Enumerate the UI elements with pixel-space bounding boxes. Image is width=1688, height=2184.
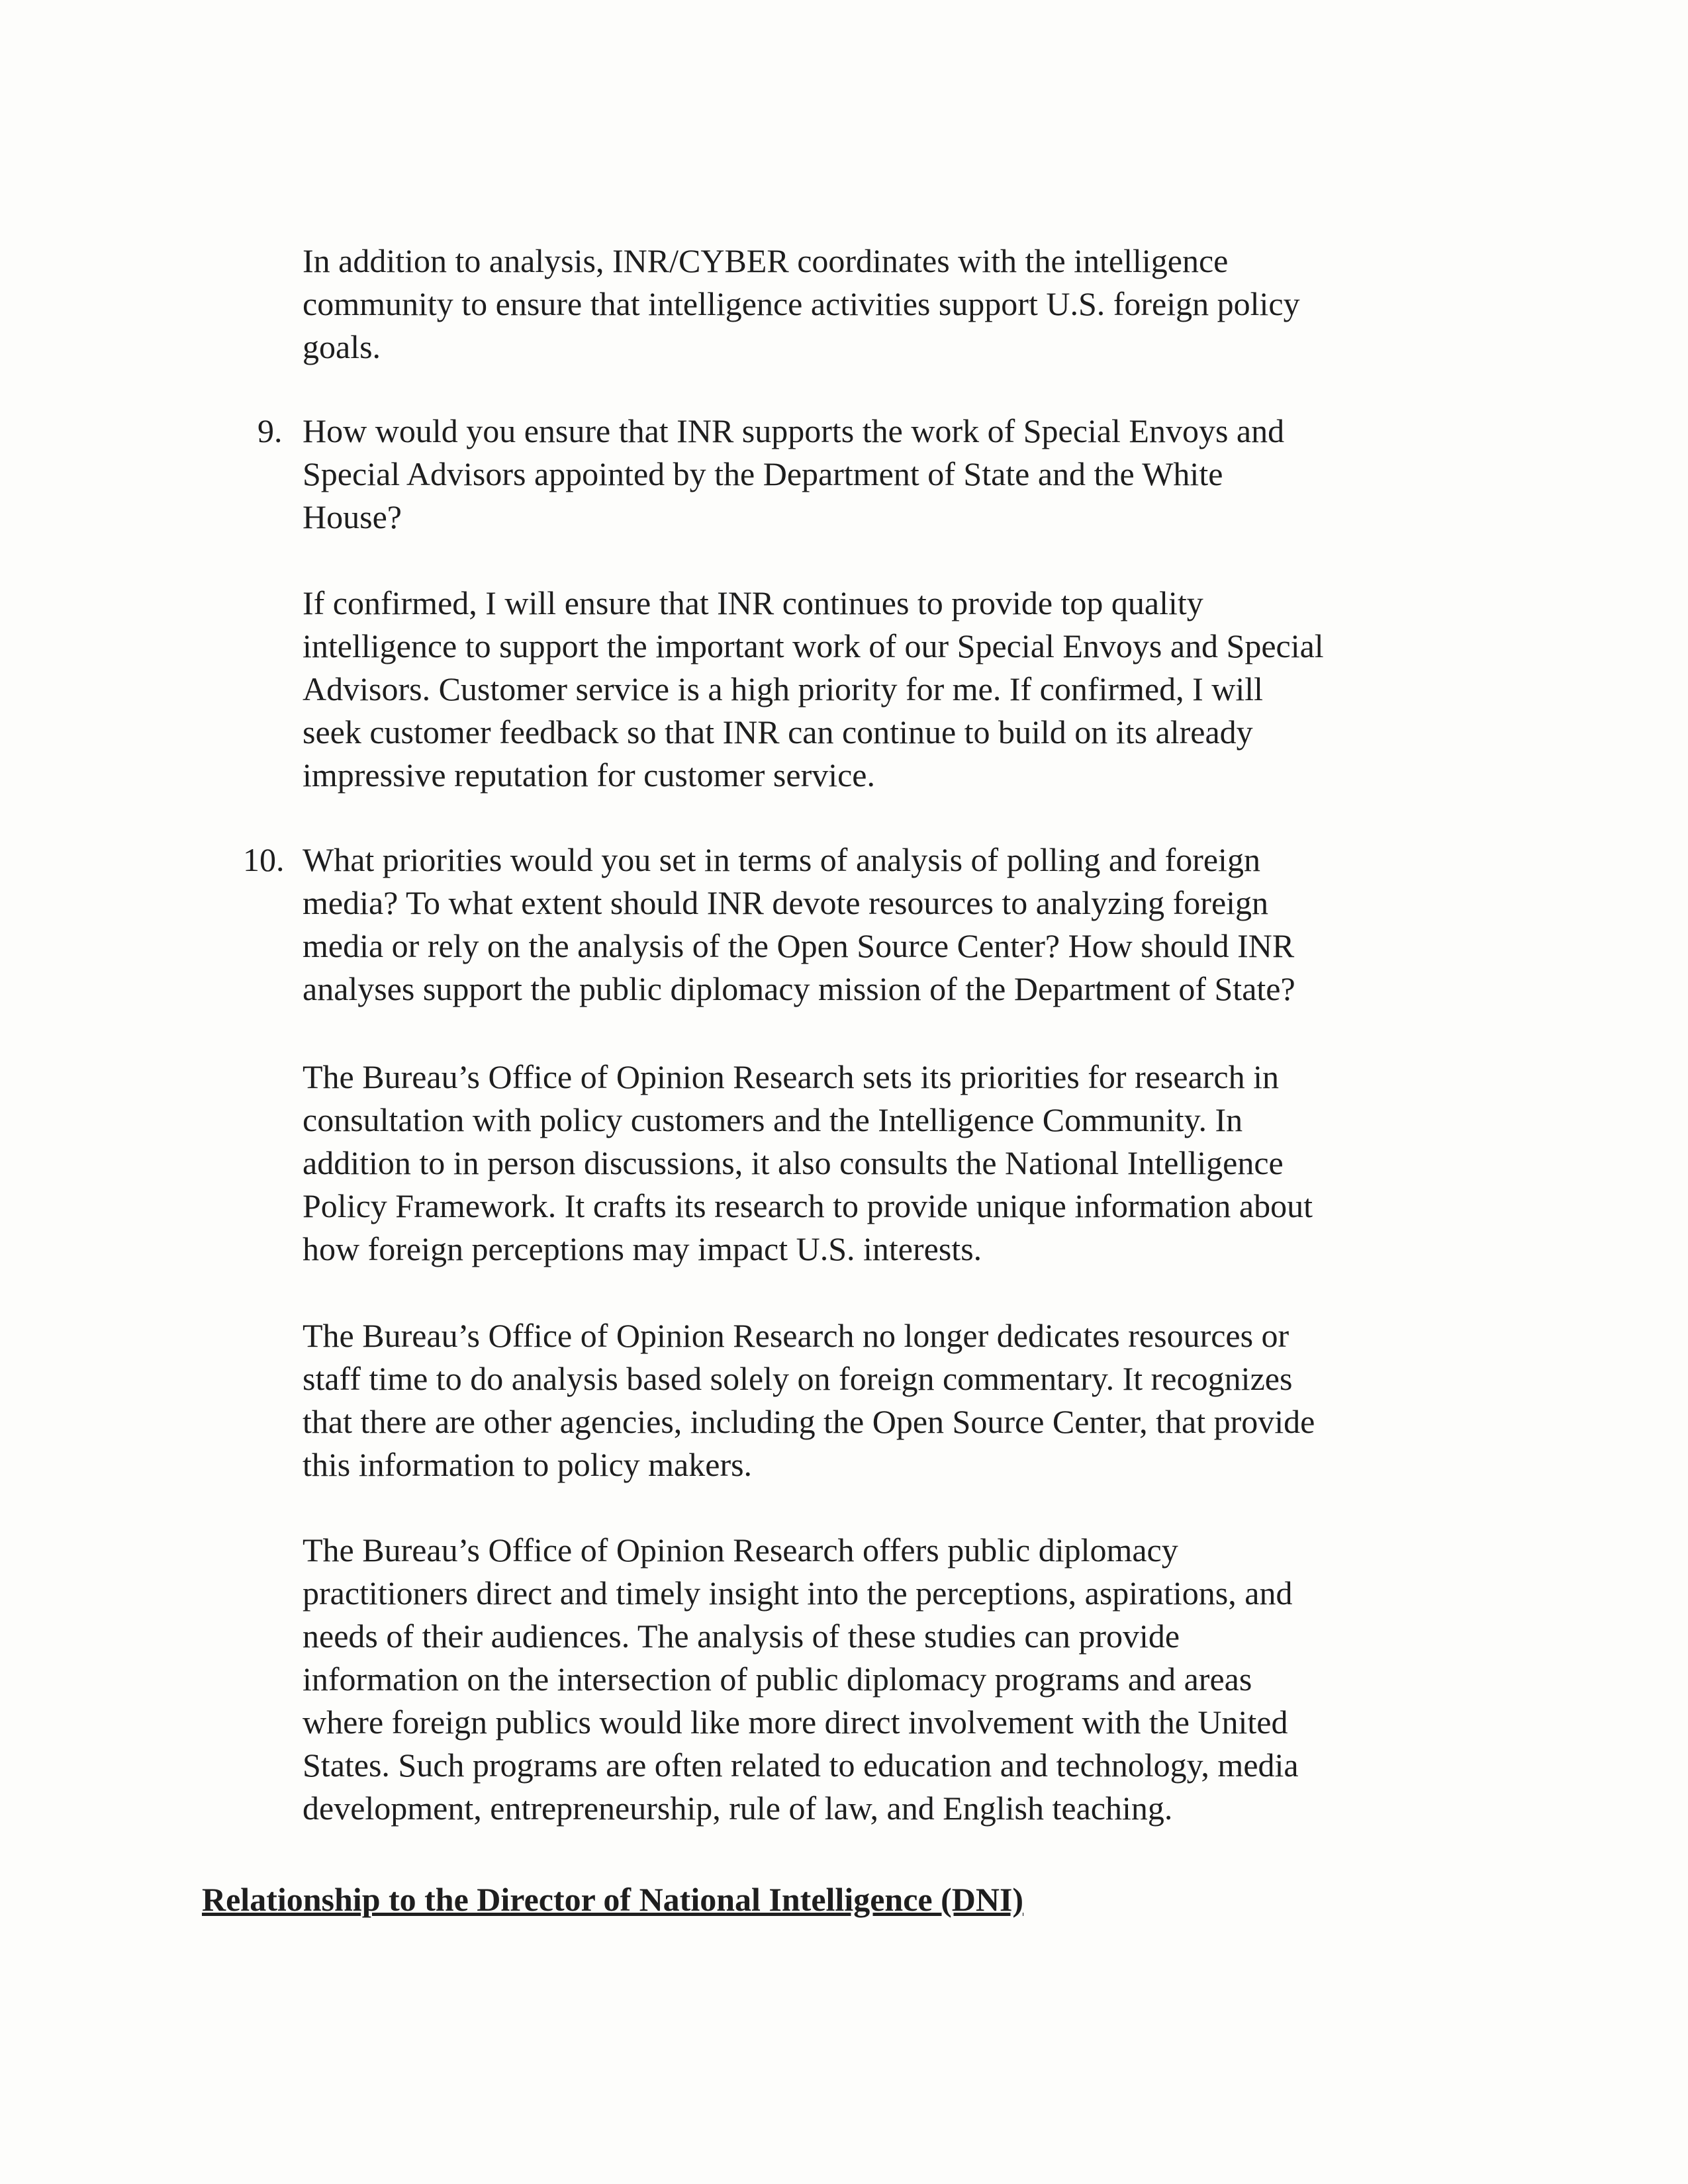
text-line: The Bureau’s Office of Opinion Research offers public diplomacy — [303, 1531, 1178, 1569]
text-line: how foreign perceptions may impact U.S. interests. — [303, 1230, 982, 1267]
section-heading: Relationship to the Director of National Intelligence (DNI) — [202, 1881, 1024, 1918]
text-line: Special Advisors appointed by the Department of State and the White — [303, 455, 1223, 492]
text-line: this information to policy makers. — [303, 1446, 753, 1483]
text-line: In addition to analysis, INR/CYBER coordinates with the intelligence — [303, 242, 1229, 279]
text-line: information on the intersection of public diplomacy programs and areas — [303, 1661, 1252, 1698]
text-line: How would you ensure that INR supports the work of Special Envoys and — [303, 412, 1285, 449]
text-line: staff time to do analysis based solely on foreign commentary. It recognizes — [303, 1360, 1293, 1397]
text-line: Advisors. Customer service is a high priority for me. If confirmed, I will — [303, 670, 1264, 707]
intro-paragraph — [303, 240, 1300, 369]
answer-10-paragraph-1 — [303, 1056, 1313, 1271]
answer-10-paragraph-3 — [303, 1529, 1299, 1830]
text-line: The Bureau’s Office of Opinion Research no longer dedicates resources or — [303, 1317, 1289, 1354]
text-line: consultation with policy customers and the Intelligence Community. In — [303, 1101, 1243, 1138]
answer-10-paragraph-2 — [303, 1314, 1315, 1486]
text-line: House? — [303, 498, 402, 535]
text-line: Policy Framework. It crafts its research to provide unique information about — [303, 1187, 1313, 1224]
question-number: 10. — [243, 841, 285, 878]
text-line: addition to in person discussions, it also consults the National Intelligence — [303, 1144, 1284, 1181]
text-line: development, entrepreneurship, rule of law, and English teaching. — [303, 1790, 1173, 1827]
text-line: If confirmed, I will ensure that INR continues to provide top quality — [303, 584, 1203, 621]
text-line: community to ensure that intelligence activities support U.S. foreign policy — [303, 285, 1300, 322]
question-10 — [303, 839, 1295, 1011]
question-9 — [303, 410, 1284, 539]
text-line: seek customer feedback so that INR can continue to build on its already — [303, 713, 1253, 751]
text-line: where foreign publics would like more direct involvement with the United — [303, 1704, 1288, 1741]
question-number: 9. — [258, 412, 283, 449]
text-line: analyses support the public diplomacy mission of the Department of State? — [303, 970, 1295, 1007]
text-line: States. Such programs are often related to education and technology, media — [303, 1747, 1299, 1784]
text-line: The Bureau’s Office of Opinion Research sets its priorities for research in — [303, 1058, 1279, 1095]
text-line: practitioners direct and timely insight into the perceptions, aspirations, and — [303, 1574, 1293, 1612]
text-line: media or rely on the analysis of the Open Source Center? How should INR — [303, 927, 1295, 964]
text-line: needs of their audiences. The analysis of these studies can provide — [303, 1617, 1180, 1655]
text-line: that there are other agencies, including the Open Source Center, that provide — [303, 1403, 1315, 1440]
text-line: media? To what extent should INR devote resources to analyzing foreign — [303, 884, 1269, 921]
text-line: What priorities would you set in terms of analysis of polling and foreign — [303, 841, 1260, 878]
answer-9 — [303, 582, 1324, 797]
text-line: impressive reputation for customer service. — [303, 756, 875, 794]
text-line: goals. — [303, 328, 381, 365]
text-line: intelligence to support the important work of our Special Envoys and Special — [303, 627, 1324, 664]
